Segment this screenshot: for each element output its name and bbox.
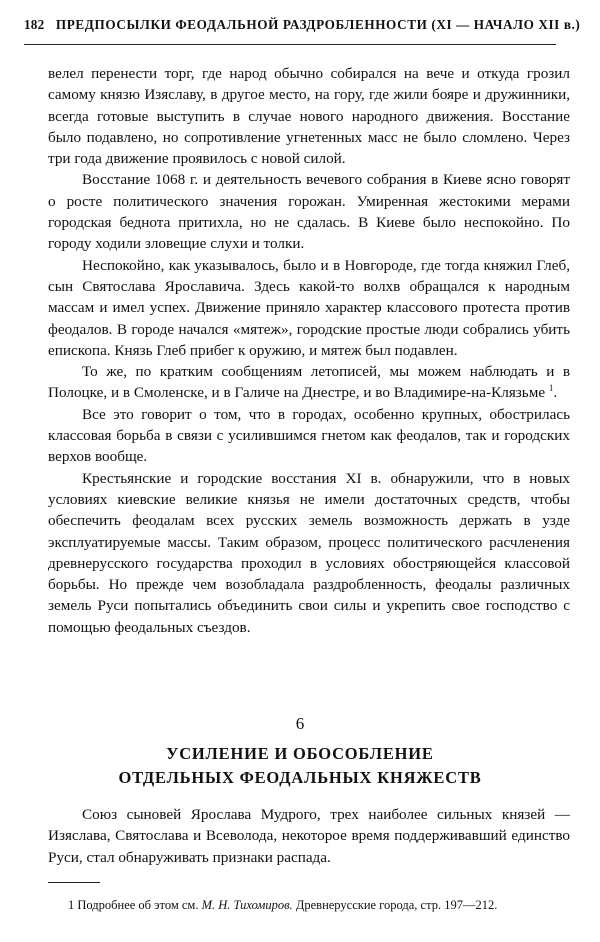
- footnote: [48, 898, 588, 913]
- section-text: [48, 804, 570, 868]
- paragraph: Все это говорит о том, что в городах, особенно крупных, обострилась классовая борьба в связи с усилившимся гнетом как феодалов, так и городских верхов вообще.: [48, 405, 570, 466]
- section-title-line-2: ОТДЕЛЬНЫХ ФЕОДАЛЬНЫХ КНЯЖЕСТВ: [118, 768, 482, 787]
- paragraph: Крестьянские и городские восстания XI в. обнаружили, что в новых условиях киевские великие князья не имели достаточных средств, чтобы обеспечить феодалам всех русских земель возможность держать в узде эксплуатируемые массы. Таким образом, процесс политического расчленения древнерусского государства проходил в условиях обостряющейся классовой борьбы. Но прежде чем возобладала раздробленность, феодалы различных земель Руси попытались объединить свои силы и укрепить свое господство с помощью феодальных съездов.: [48, 469, 570, 636]
- paragraph-text: То же, по кратким сообщениям летописей, мы можем наблюдать и в Полоцке, и в Смоленске, и в Галиче на Днестре, и во Владимире-на-Клязьме: [48, 363, 570, 402]
- paragraph: Восстание 1068 г. и деятельность вечевого собрания в Киеве ясно говорят о росте политического значения горожан. Умиренная жестокими мерами городская беднота притихла, но не сдалась. В Киеве было неспокойно. По городу ходили зловещие слухи и толки.: [48, 171, 570, 253]
- running-title: ПРЕДПОСЫЛКИ ФЕОДАЛЬНОЙ РАЗДРОБЛЕННОСТИ (XI — НАЧАЛО XII в.): [55, 17, 581, 32]
- footnote-text-after: Древнерусские города, стр. 197—212.: [295, 898, 498, 912]
- footnote-rule: [48, 882, 100, 883]
- main-text: [48, 63, 570, 638]
- footnote-text-before: Подробнее об этом см.: [77, 898, 199, 912]
- paragraph: Союз сыновей Ярослава Мудрого, трех наиболее сильных князей — Изяслава, Святослава и Всеволода, некоторое время поддерживавший единство Руси, стал обнаруживать признаки распада.: [48, 806, 570, 866]
- footnote-mark: 1: [68, 898, 75, 912]
- paragraph-with-footnote: То же, по кратким сообщениям летописей, мы можем наблюдать и в Полоцке, и в Смоленске, и в Галиче на Днестре, и во Владимире-на-Клязьме $^1$.: [48, 363, 570, 402]
- section-title-line-1: УСИЛЕНИЕ И ОБОСОБЛЕНИЕ: [166, 744, 434, 763]
- header-rule: [24, 44, 556, 45]
- section-number: 6: [295, 714, 305, 733]
- paragraph: Неспокойно, как указывалось, было и в Новгороде, где тогда княжил Глеб, сын Святослава Ярославича. Здесь какой-то волхв обращался к народным массам и имел успех. Движение приняло характер классового протеста против феодалов. В городе начался «мятеж», городские простые люди собрались убить епископа. Князь Глеб прибег к оружию, и мятеж был подавлен.: [48, 256, 570, 359]
- footnote-author: М. Н. Тихомиров.: [201, 898, 293, 912]
- running-header: [24, 17, 581, 33]
- footnote-ref[interactable]: 1: [548, 383, 554, 394]
- paragraph: велел перенести торг, где народ обычно собирался на вече и откуда грозил самому князю Изяславу, в другое место, на гору, где жили бояре и дружинники, всегда готовые выступить в случае нового народного движения. Восстание было подавлено, но сопротивление угнетенных масс не было сломлено. Через три года движение проявилось с новой силой.: [48, 65, 570, 168]
- page-number: 182: [24, 17, 45, 32]
- section-title: [0, 742, 600, 790]
